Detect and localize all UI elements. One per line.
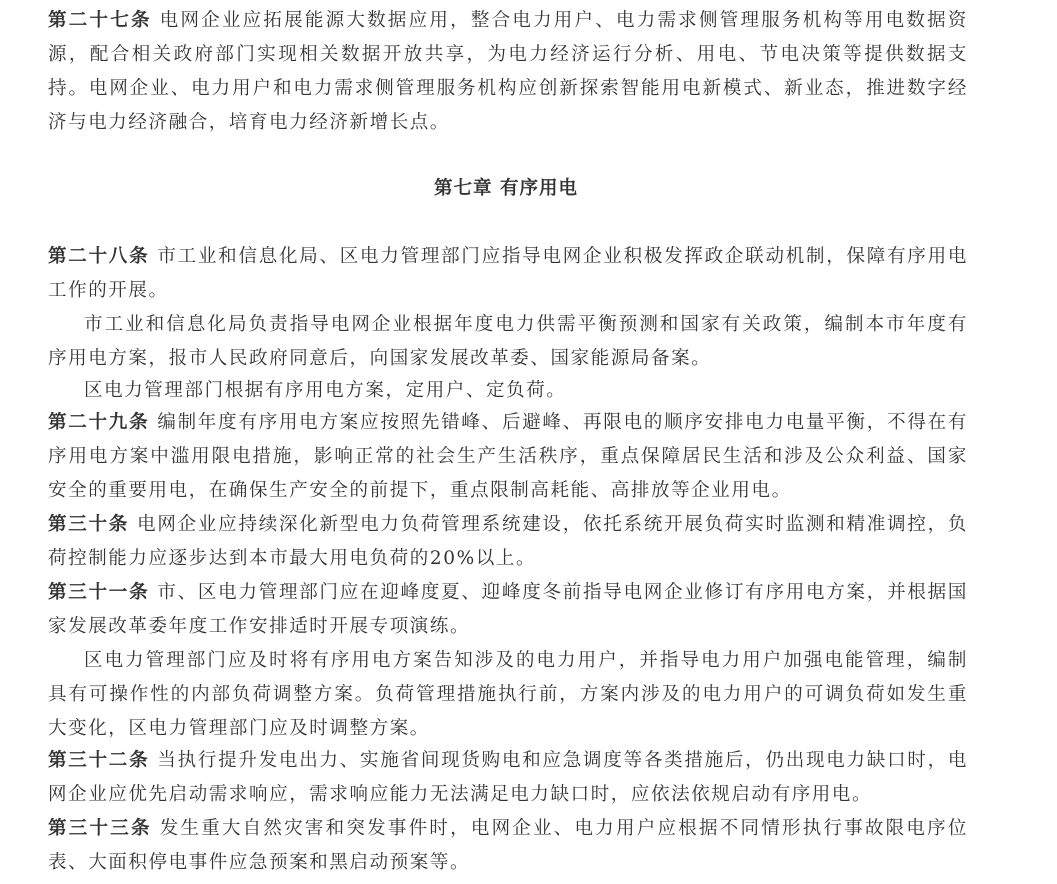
article-number: 第三十条 [48,514,130,535]
article-30 [48,508,968,576]
article-text: 当执行提升发电出力、实施省间现货购电和应急调度等各类措施后，仍出现电力缺口时，电网企业应优先启动需求响应，需求响应能力无法满足电力缺口时，应依法依规启动有序用电。 [48,750,968,805]
article-text: 电网企业应持续深化新型电力负荷管理系统建设，依托系统开展负荷实时监测和精准调控，负荷控制能力应逐步达到本市最大用电负荷的20%以上。 [48,514,969,569]
article-number: 第三十一条 [48,582,150,603]
article-number: 第二十七条 [48,10,152,31]
paragraph-text: 区电力管理部门应及时将有序用电方案告知涉及的电力用户，并指导电力用户加强电能管理，编制具有可操作性的内部负荷调整方案。负荷管理措施执行前，方案内涉及的电力用户的可调负荷如发生重大变化，区电力管理部门应及时调整方案。 [48,650,968,739]
article-number: 第三十三条 [48,818,152,839]
article-31 [48,576,968,644]
chapter-title: 第七章 有序用电 [434,178,578,199]
article-text: 电网企业应拓展能源大数据应用，整合电力用户、电力需求侧管理服务机构等用电数据资源，配合相关政府部门实现相关数据开放共享，为电力经济运行分析、用电、节电决策等提供数据支持。电网企业、电力用户和电力需求侧管理服务机构应创新探索智能用电新模式、新业态，推进数字经济与电力经济融合，培育电力经济新增长点。 [48,10,968,133]
paragraph-text: 区电力管理部门根据有序用电方案，定用户、定负荷。 [84,380,567,401]
article-28 [48,240,968,308]
paragraph-text: 市工业和信息化局负责指导电网企业根据年度电力供需平衡预测和国家有关政策，编制本市年度有序用电方案，报市人民政府同意后，向国家发展改革委、国家能源局备案。 [48,314,968,369]
article-28-paragraph-3 [48,374,968,408]
article-number: 第二十八条 [48,246,150,267]
article-text: 市、区电力管理部门应在迎峰度夏、迎峰度冬前指导电网企业修订有序用电方案，并根据国家发展改革委年度工作安排适时开展专项演练。 [48,582,968,637]
article-text: 编制年度有序用电方案应按照先错峰、后避峰、再限电的顺序安排电力电量平衡，不得在有序用电方案中滥用限电措施，影响正常的社会生产生活秩序，重点保障居民生活和涉及公众利益、国家安全的重要用电，在确保生产安全的前提下，重点限制高耗能、高排放等企业用电。 [48,412,968,501]
article-text: 发生重大自然灾害和突发事件时，电网企业、电力用户应根据不同情形执行事故限电序位表、大面积停电事件应急预案和黑启动预案等。 [48,818,968,873]
article-27 [48,4,968,140]
article-32 [48,744,968,812]
article-29 [48,406,968,508]
article-number: 第三十二条 [48,750,150,771]
article-31-paragraph-2 [48,644,968,746]
article-text: 市工业和信息化局、区电力管理部门应指导电网企业积极发挥政企联动机制，保障有序用电工作的开展。 [48,246,968,301]
article-28-paragraph-2 [48,308,968,376]
article-number: 第二十九条 [48,412,150,433]
article-33 [48,812,968,880]
